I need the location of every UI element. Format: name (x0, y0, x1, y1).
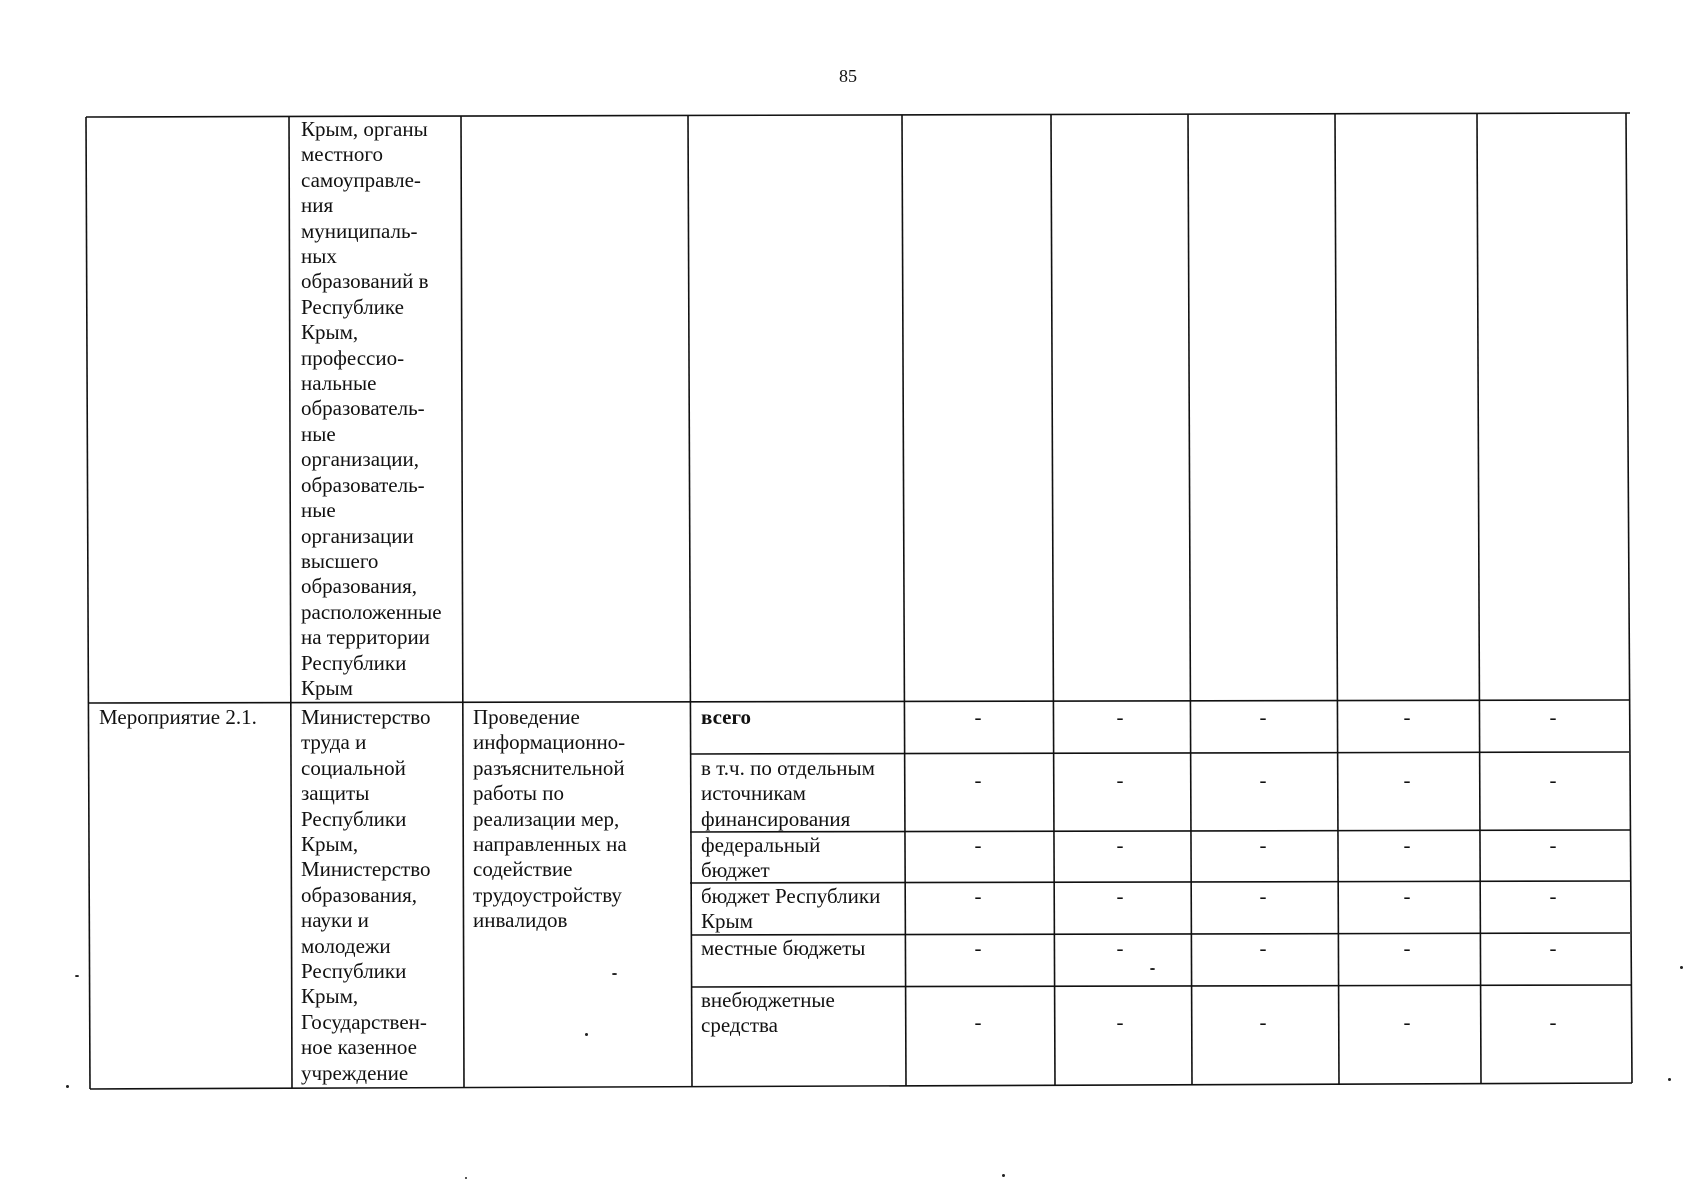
measure-executor-text: Министерство труда и социальной защиты Республики Крым, Министерство образования, науки и молодежи Республики Крым, Государствен- ное казенное учреждение (301, 705, 431, 1085)
scan-speck (585, 1033, 588, 1036)
value-cell: - (1403, 833, 1411, 857)
funding-label-by-sources: в т.ч. по отдельным источникам финансирования (701, 756, 875, 831)
value-cell: - (1259, 768, 1267, 792)
value-cell: - (974, 1010, 982, 1034)
scan-speck (1002, 1174, 1005, 1177)
value-cell: - (1116, 768, 1124, 792)
value-cell: - (1116, 705, 1124, 729)
value-cell: - (1259, 936, 1267, 960)
value-cell: - (1259, 1010, 1267, 1034)
value-cell: - (974, 884, 982, 908)
value-cell: - (1116, 1010, 1124, 1034)
value-cell: - (1549, 833, 1557, 857)
value-cell: - (1259, 884, 1267, 908)
scan-speck (1150, 968, 1155, 970)
funding-label-republic: бюджет Республики Крым (701, 884, 881, 934)
value-cell: - (1549, 768, 1557, 792)
value-cell: - (1116, 833, 1124, 857)
continuation-executor-text: Крым, органы местного самоуправле- ния муниципаль- ных образований в Республике Крым, профессио- нальные образователь- ные организации, образователь- ные организации высшего образования, расположенные на территории Республики Крым (301, 117, 442, 700)
value-cell: - (1549, 884, 1557, 908)
value-cell: - (1403, 768, 1411, 792)
scan-speck (465, 1177, 467, 1179)
scan-speck (66, 1085, 69, 1088)
measure-name: Мероприятие 2.1. (99, 705, 257, 729)
value-cell: - (1116, 884, 1124, 908)
funding-label-extrabudget: внебюджетные средства (701, 988, 835, 1038)
scan-speck (1680, 966, 1683, 969)
value-cell: - (1549, 936, 1557, 960)
value-cell: - (1403, 1010, 1411, 1034)
funding-label-federal: федеральный бюджет (701, 833, 821, 883)
page-number: 85 (839, 66, 857, 86)
scan-speck (612, 973, 617, 975)
scan-speck (75, 975, 79, 977)
value-cell: - (1259, 705, 1267, 729)
value-cell: - (1403, 884, 1411, 908)
value-cell: - (1116, 936, 1124, 960)
value-cell: - (1259, 833, 1267, 857)
funding-label-total: всего (701, 705, 752, 729)
scan-speck (1668, 1078, 1671, 1081)
value-cell: - (974, 768, 982, 792)
value-cell: - (974, 705, 982, 729)
value-cell: - (974, 833, 982, 857)
value-cell: - (1549, 705, 1557, 729)
value-cell: - (1403, 705, 1411, 729)
value-cell: - (1549, 1010, 1557, 1034)
value-cell: - (974, 936, 982, 960)
measure-description-text: Проведение информационно- разъяснительной работы по реализации мер, направленных на содействие трудоустройству инвалидов (473, 705, 627, 933)
value-cell: - (1403, 936, 1411, 960)
funding-label-local: местные бюджеты (701, 936, 866, 960)
